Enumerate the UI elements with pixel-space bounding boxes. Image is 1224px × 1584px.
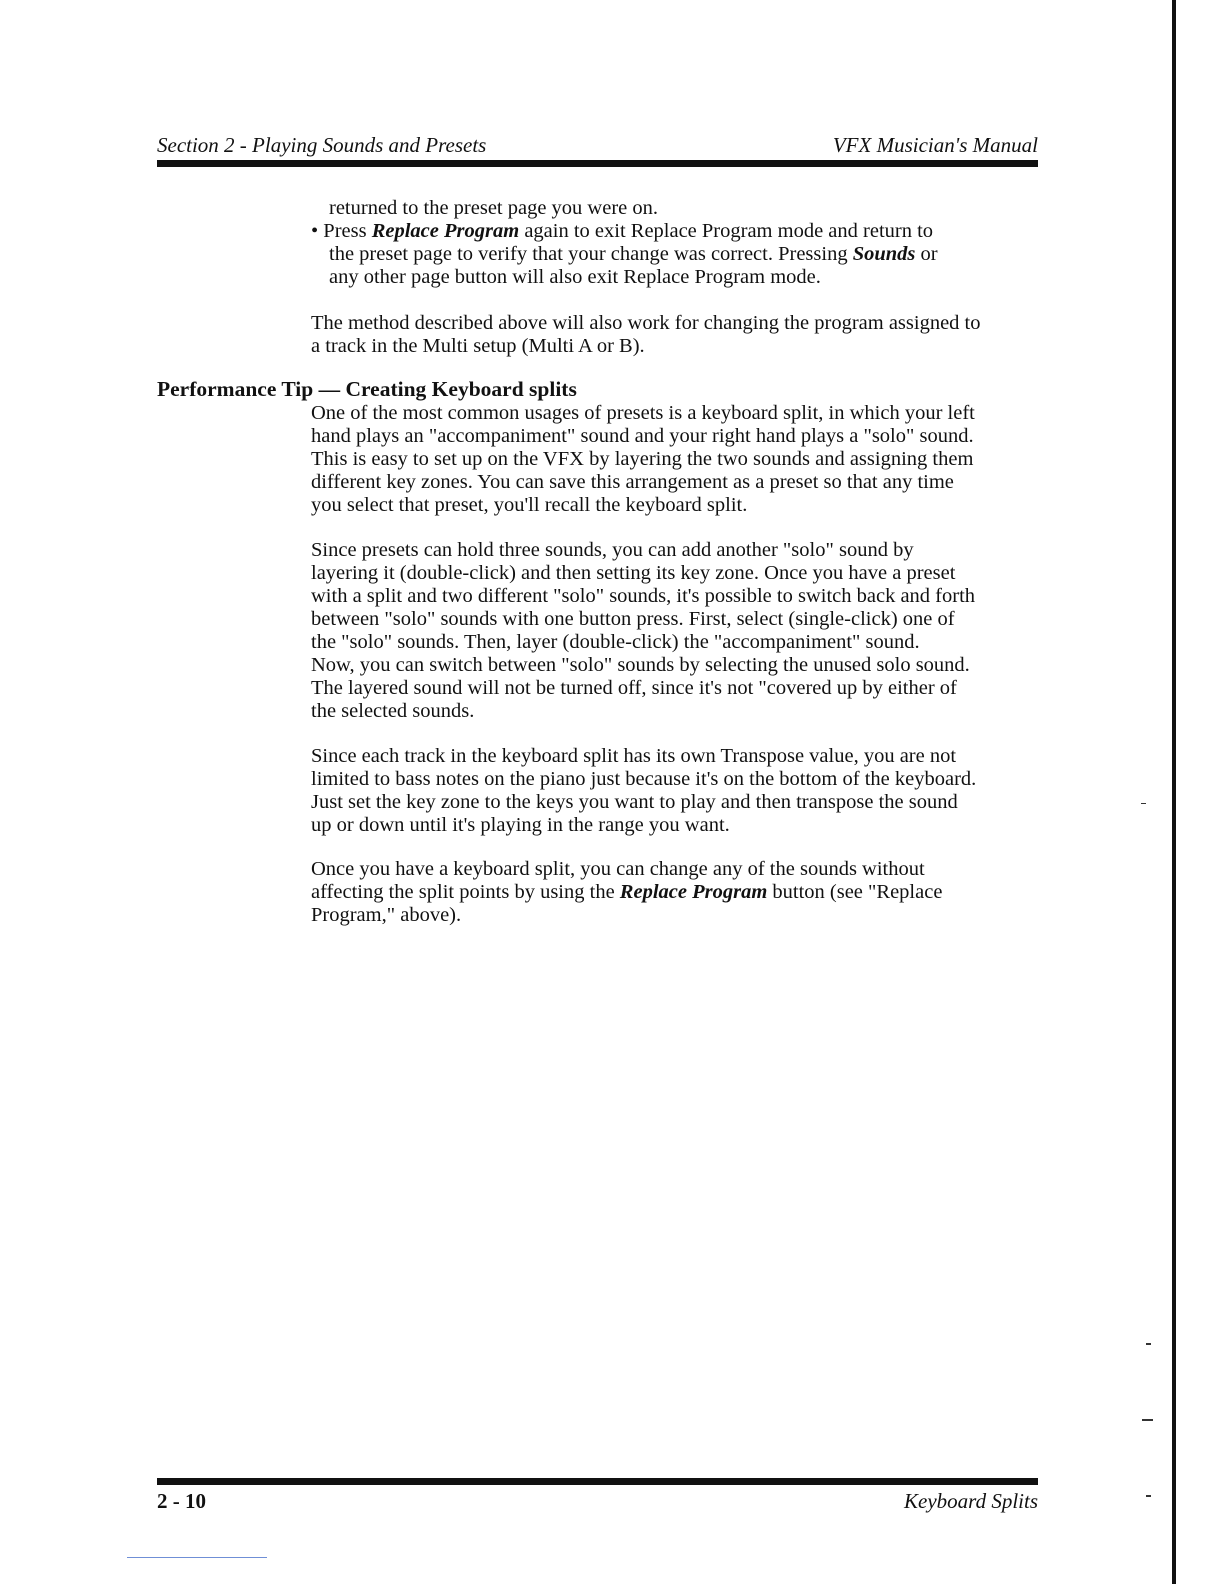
p2-line: the selected sounds. — [311, 700, 475, 722]
footer-rule — [157, 1478, 1038, 1485]
p3-line: Since each track in the keyboard split has its own Transpose value, you are not — [311, 745, 957, 767]
p1-line: This is easy to set up on the VFX by layering the two sounds and assigning them — [311, 448, 974, 470]
header-manual-title: VFX Musician's Manual — [832, 133, 1038, 157]
paragraph-1 — [311, 402, 975, 517]
p3-line: Just set the key zone to the keys you want to play and then transpose the sound — [311, 791, 958, 813]
bullet-line-2 — [329, 243, 938, 266]
bullet-line-3: any other page button will also exit Replace Program mode. — [329, 266, 821, 288]
paragraph-2 — [311, 539, 975, 723]
scan-artifact-line — [127, 1557, 267, 1558]
intro-continuation-line: returned to the preset page you were on. — [329, 197, 659, 219]
p1-line: you select that preset, you'll recall the keyboard split. — [311, 494, 748, 516]
scan-mark — [1142, 1419, 1153, 1421]
method-line-2: a track in the Multi setup (Multi A or B). — [311, 335, 645, 357]
p2-line: The layered sound will not be turned off, since it's not "covered up by either of — [311, 677, 957, 699]
replace-program-term: Replace Program — [371, 220, 520, 242]
p3-line: limited to bass notes on the piano just because it's on the bottom of the keyboard. — [311, 768, 977, 790]
page-edge-bar — [1172, 0, 1176, 1584]
p2-line: layering it (double-click) and then setting its key zone. Once you have a preset — [311, 562, 956, 584]
bullet-prefix: • Press — [311, 220, 372, 242]
header-section-title: Section 2 - Playing Sounds and Presets — [157, 133, 487, 157]
scan-mark — [1146, 1495, 1151, 1497]
footer-chapter-title: Keyboard Splits — [904, 1489, 1038, 1513]
page-footer — [157, 1489, 1038, 1515]
p4-line-3: Program," above). — [311, 904, 462, 926]
bullet-text-1: again to exit Replace Program mode and return to — [519, 220, 934, 242]
p2-line: the "solo" sounds. Then, layer (double-click) the "accompaniment" sound. — [311, 631, 920, 653]
p4-text-pre: affecting the split points by using the — [311, 881, 620, 903]
p2-line: between "solo" sounds with one button press. First, select (single-click) one of — [311, 608, 955, 630]
scan-mark — [1141, 803, 1146, 804]
p2-line: Now, you can switch between "solo" sounds by selecting the unused solo sound. — [311, 654, 970, 676]
paragraph-4 — [311, 858, 942, 927]
bullet-replace-program — [311, 220, 933, 243]
p4-line-1: Once you have a keyboard split, you can change any of the sounds without — [311, 858, 925, 880]
sounds-term: Sounds — [852, 243, 916, 265]
p2-line: Since presets can hold three sounds, you can add another "solo" sound by — [311, 539, 914, 561]
bullet-text-3: or — [915, 243, 938, 265]
method-paragraph — [311, 312, 980, 358]
method-line-1: The method described above will also work for changing the program assigned to — [311, 312, 981, 334]
header-rule — [157, 160, 1038, 167]
bullet-text-2: the preset page to verify that your change was correct. Pressing — [329, 243, 853, 265]
paragraph-3 — [311, 745, 976, 837]
p4-line-2 — [311, 881, 942, 904]
performance-tip-heading: Performance Tip — Creating Keyboard splits — [157, 377, 577, 401]
page-number: 2 - 10 — [157, 1489, 206, 1513]
p2-line: with a split and two different "solo" sounds, it's possible to switch back and forth — [311, 585, 976, 607]
page-header — [157, 133, 1038, 159]
replace-program-term: Replace Program — [619, 881, 768, 903]
p1-line: One of the most common usages of presets is a keyboard split, in which your left — [311, 402, 975, 424]
scan-mark — [1146, 1343, 1151, 1345]
p4-text-post: button (see "Replace — [767, 881, 943, 903]
p3-line: up or down until it's playing in the range you want. — [311, 814, 730, 836]
p1-line: different key zones. You can save this arrangement as a preset so that any time — [311, 471, 954, 493]
p1-line: hand plays an "accompaniment" sound and your right hand plays a "solo" sound. — [311, 425, 974, 447]
